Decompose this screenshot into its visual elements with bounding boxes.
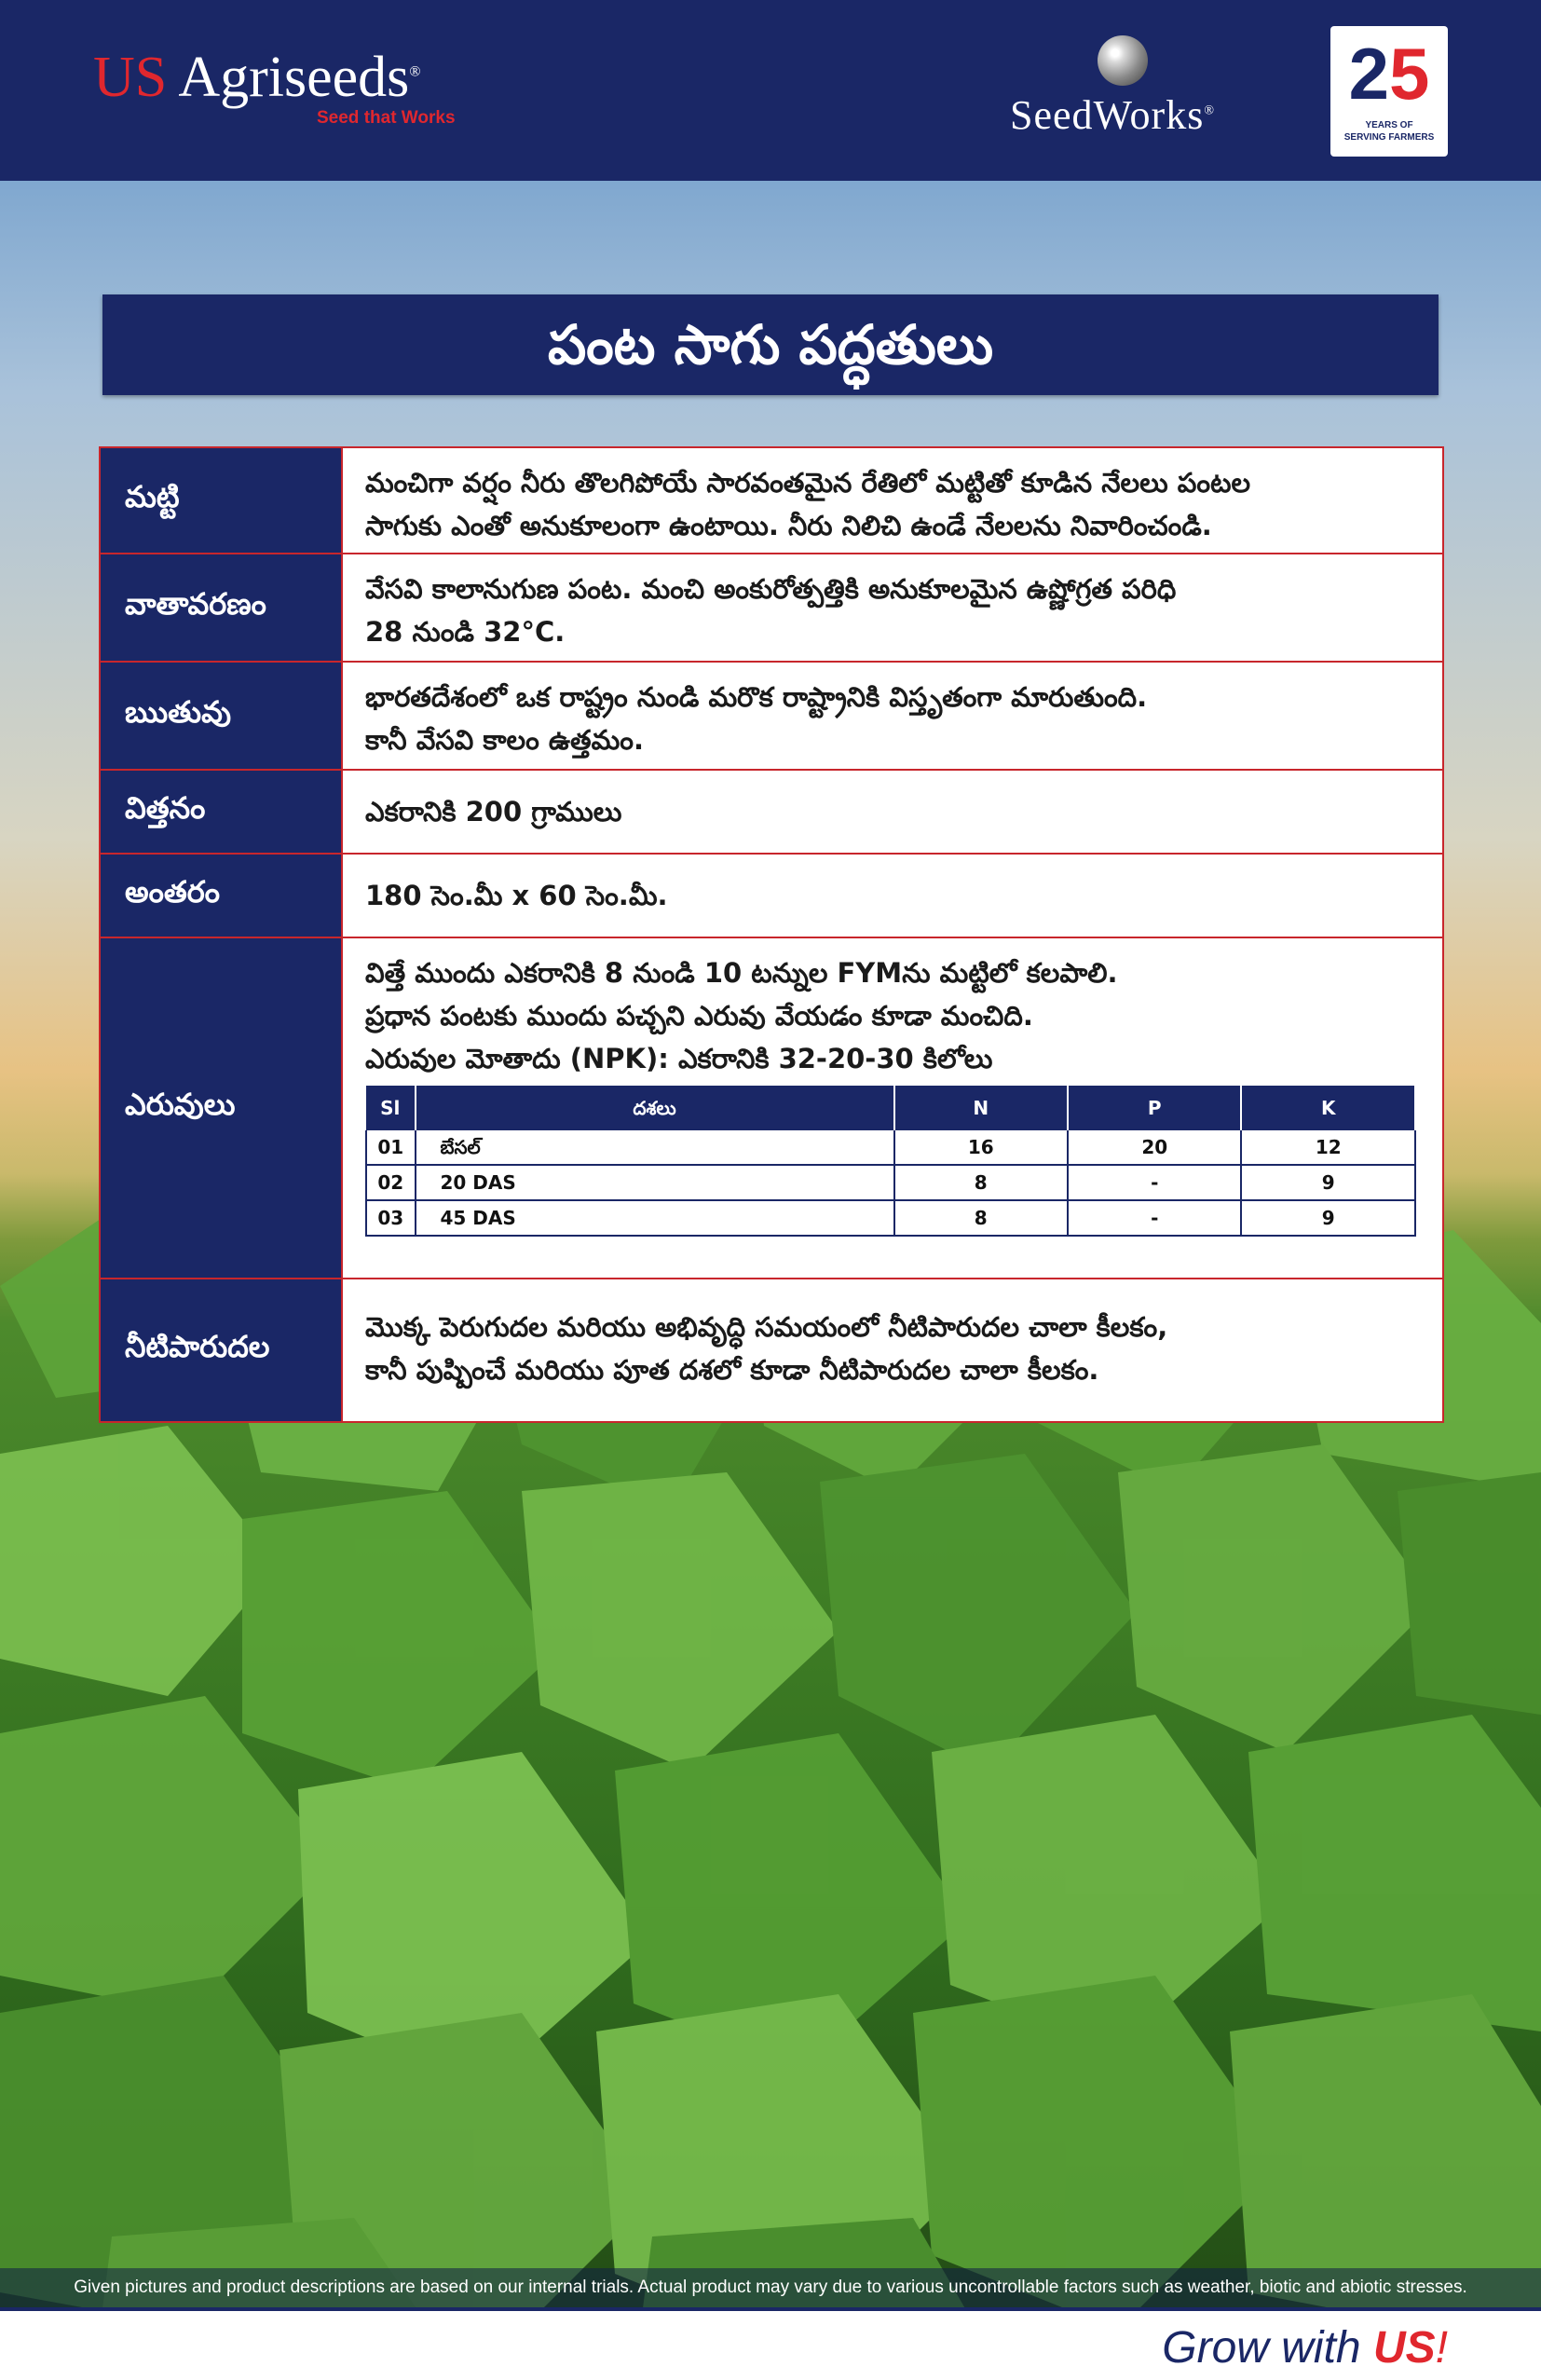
npk-cell: - xyxy=(1068,1200,1241,1236)
npk-cell: 8 xyxy=(894,1200,1068,1236)
row-label: నీటిపారుదల xyxy=(101,1279,343,1421)
npk-header-row xyxy=(366,1086,1415,1130)
row-content: మొక్క పెరుగుదల మరియు అభివృద్ధి సమయంలో నీటిపారుదల చాలా కీలకం, కానీ పుష్పించే మరియు పూత దశలో కూడా నీటిపారుదల చాలా కీలకం. xyxy=(365,1311,1168,1386)
npk-cell: 8 xyxy=(894,1165,1068,1200)
page-title: పంట సాగు పద్ధతులు xyxy=(547,313,994,376)
header-bar xyxy=(0,0,1541,181)
npk-cell: 16 xyxy=(894,1130,1068,1165)
row-label: వాతావరణం xyxy=(101,554,343,661)
npk-cell: 9 xyxy=(1241,1165,1415,1200)
row-fertilizer xyxy=(101,938,1442,1279)
npk-cell: 9 xyxy=(1241,1200,1415,1236)
row-content: భారతదేశంలో ఒక రాష్ట్రం నుండి మరొక రాష్ట్రానికి విస్తృతంగా మారుతుంది. కానీ వేసవి కాలం ఉత్తమం. xyxy=(365,681,1148,756)
npk-row xyxy=(366,1200,1415,1236)
npk-header: Sl xyxy=(366,1086,416,1130)
title-bar xyxy=(102,294,1439,395)
npk-cell: బేసల్ xyxy=(416,1130,894,1165)
npk-row xyxy=(366,1165,1415,1200)
row-irrigation xyxy=(101,1279,1442,1421)
row-climate xyxy=(101,554,1442,663)
npk-cell: 20 DAS xyxy=(416,1165,894,1200)
npk-cell: 02 xyxy=(366,1165,416,1200)
brand-tagline: Seed that Works xyxy=(317,108,456,128)
row-label: ఋతువు xyxy=(101,663,343,769)
row-spacing xyxy=(101,855,1442,938)
npk-header: P xyxy=(1068,1086,1241,1130)
npk-cell: 01 xyxy=(366,1130,416,1165)
row-label: ఎరువులు xyxy=(101,938,343,1278)
npk-cell: 45 DAS xyxy=(416,1200,894,1236)
npk-cell: 12 xyxy=(1241,1130,1415,1165)
cultivation-info-table xyxy=(99,446,1444,1423)
row-content: విత్తే ముందు ఎకరానికి 8 నుండి 10 టన్నుల FYMను మట్టిలో కలపాలి. ప్రధాన పంటకు ముందు పచ్చని ఎరువు వేయడం కూడా మంచిది. ఎరువుల మోతాదు (NPK): ఎకరానికి 32-20-30 కిలోలు Sl దశలు N P K 01 బేసల్ 16 20 12 02 20 DAS 8 - 9 03 45 DAS 8 - 9 xyxy=(343,938,1442,1278)
npk-cell: 20 xyxy=(1068,1130,1241,1165)
row-seed xyxy=(101,771,1442,855)
npk-header: K xyxy=(1241,1086,1415,1130)
row-label: మట్టి xyxy=(101,448,343,553)
seedworks-logo-icon xyxy=(1098,35,1148,86)
row-label: విత్తనం xyxy=(101,771,343,853)
row-content: వేసవి కాలానుగుణ పంట. మంచి అంకురోత్పత్తికి అనుకూలమైన ఉష్ణోగ్రత పరిధి 28 నుండి 32°C. xyxy=(365,573,1177,648)
25-years-badge: 25 YEARS OF SERVING FARMERS xyxy=(1330,26,1448,157)
row-content: మంచిగా వర్షం నీరు తొలగిపోయే సారవంతమైన రేతిలో మట్టితో కూడిన నేలలు పంటల సాగుకు ఎంతో అనుకూలంగా ఉంటాయి. నీరు నిలిచి ఉండే నేలలను నివారించండి. xyxy=(365,467,1251,541)
footer-bar xyxy=(0,2307,1541,2380)
grow-with-us-slogan: Grow with US! xyxy=(1162,2323,1448,2373)
npk-cell: - xyxy=(1068,1165,1241,1200)
disclaimer: Given pictures and product descriptions are based on our internal trials. Actual product may vary due to various uncontrollable factors such as weather, biotic and abiotic stresses. xyxy=(0,2268,1541,2307)
seedworks-logo-text: SeedWorks® xyxy=(1010,92,1215,138)
row-label: అంతరం xyxy=(101,855,343,937)
npk-table xyxy=(365,1086,1416,1237)
npk-header: N xyxy=(894,1086,1068,1130)
row-content: 180 సెం.మీ x 60 సెం.మీ. xyxy=(365,880,668,911)
row-soil xyxy=(101,448,1442,554)
npk-header: దశలు xyxy=(416,1086,894,1130)
npk-row xyxy=(366,1130,1415,1165)
row-season xyxy=(101,663,1442,771)
row-content: ఎకరానికి 200 గ్రాములు xyxy=(365,796,622,828)
us-agriseeds-logo: US Agriseeds® xyxy=(93,46,421,109)
npk-cell: 03 xyxy=(366,1200,416,1236)
